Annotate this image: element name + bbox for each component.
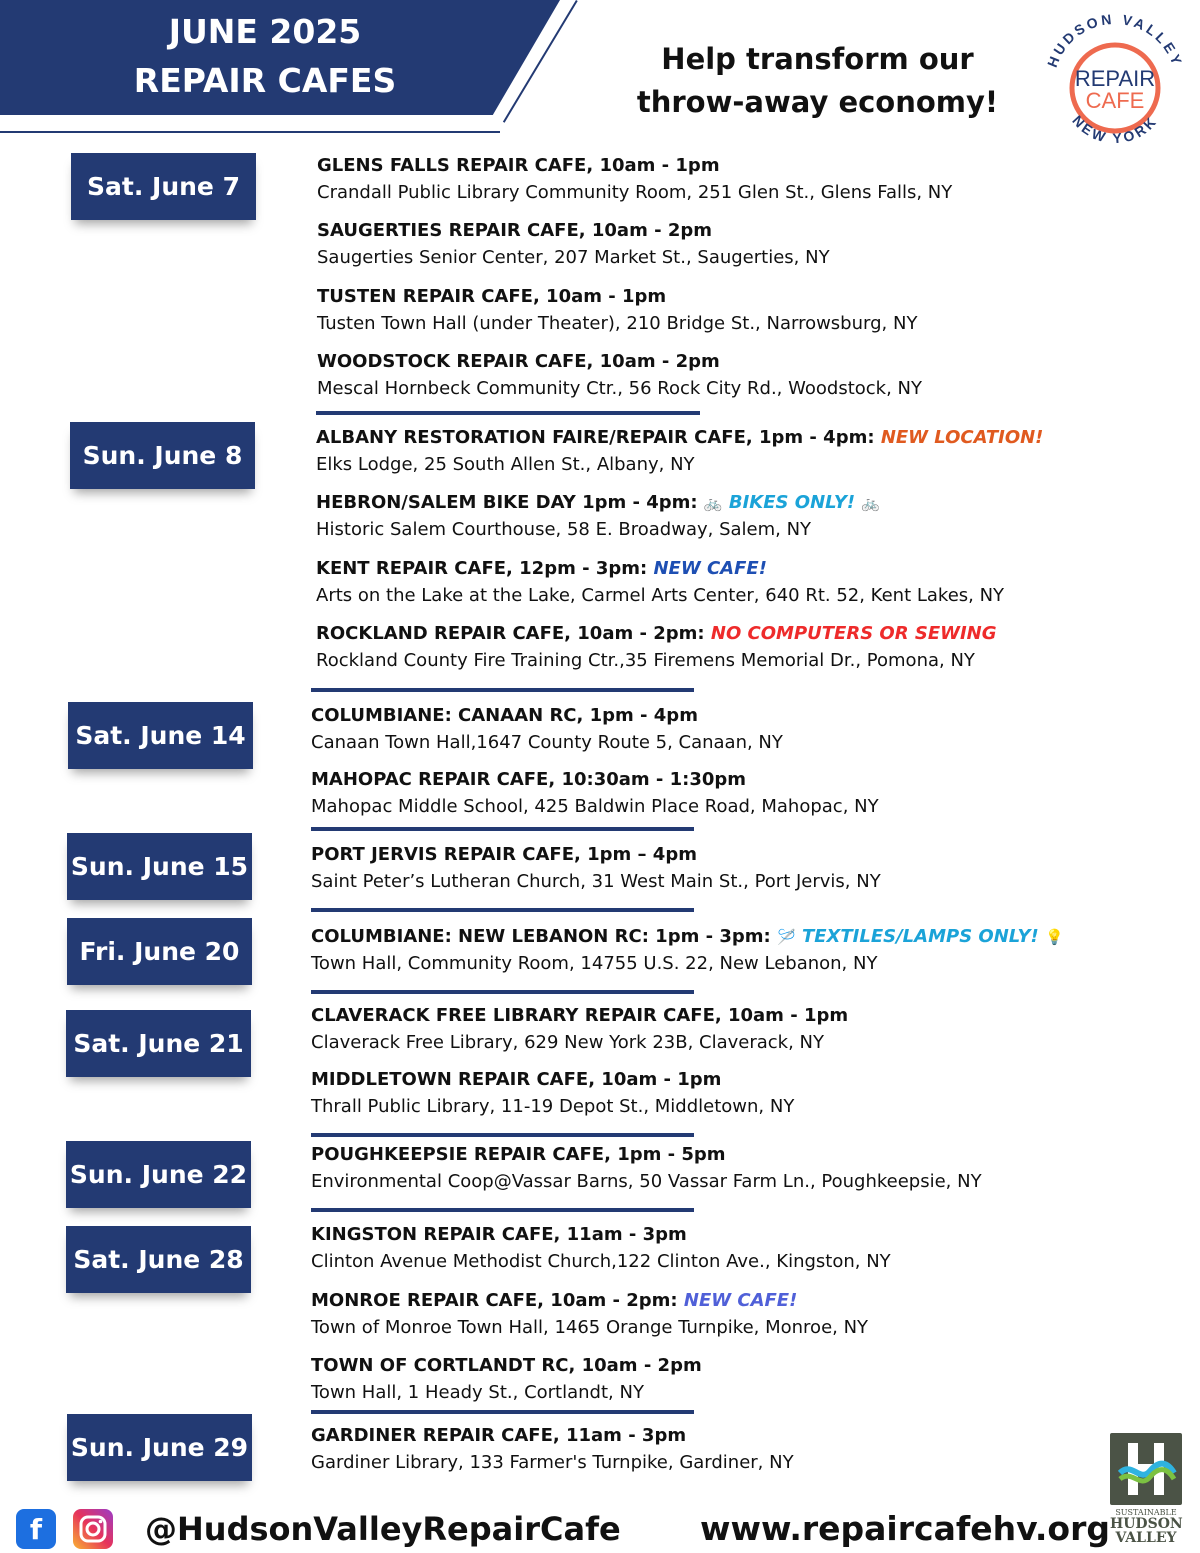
date-badge-sun-june-8: Sun. June 8 — [70, 422, 255, 489]
section-divider — [316, 411, 700, 415]
shv-line1: SUSTAINABLE — [1115, 1508, 1177, 1517]
event-location: Mahopac Middle School, 425 Baldwin Place Road, Mahopac, NY — [311, 796, 879, 817]
section-divider — [311, 688, 694, 692]
event-glens-falls — [317, 153, 1197, 206]
event-title — [311, 924, 1191, 950]
event-title: KINGSTON REPAIR CAFE, 11am - 3pm — [311, 1224, 687, 1245]
facebook-icon[interactable]: f — [16, 1509, 56, 1549]
event-title — [316, 556, 1196, 582]
header-underline — [0, 131, 500, 133]
event-note: TEXTILES/LAMPS ONLY! — [801, 926, 1039, 947]
section-divider — [311, 827, 694, 831]
event-location: Town Hall, 1 Heady St., Cortlandt, NY — [311, 1382, 644, 1403]
event-canaan — [311, 703, 1191, 756]
event-claverack — [311, 1003, 1191, 1056]
event-location: Thrall Public Library, 11-19 Depot St., Middletown, NY — [311, 1096, 795, 1117]
date-badge-sun-june-22: Sun. June 22 — [66, 1141, 251, 1208]
event-monroe — [311, 1288, 1191, 1341]
event-title-text: ALBANY RESTORATION FAIRE/REPAIR CAFE, 1pm - 4pm: — [316, 427, 875, 448]
event-title: CLAVERACK FREE LIBRARY REPAIR CAFE, 10am - 1pm — [311, 1005, 849, 1026]
event-note: BIKES ONLY! — [728, 492, 856, 513]
event-middletown — [311, 1067, 1191, 1120]
event-note: NO COMPUTERS OR SEWING — [710, 623, 997, 644]
section-divider — [311, 908, 694, 912]
event-title — [311, 1288, 1191, 1314]
instagram-glyph — [78, 1514, 108, 1544]
event-kingston — [311, 1222, 1191, 1275]
page-title-line2: REPAIR CAFES — [133, 61, 397, 100]
tagline-line1: Help transform our — [661, 42, 974, 76]
event-title — [316, 425, 1196, 451]
event-poughkeepsie — [311, 1142, 1191, 1195]
event-location: Clinton Avenue Methodist Church,122 Clinton Ave., Kingston, NY — [311, 1251, 891, 1272]
event-location: Saugerties Senior Center, 207 Market St., Saugerties, NY — [317, 247, 830, 268]
section-divider — [311, 990, 694, 994]
event-title: TOWN OF CORTLANDT RC, 10am - 2pm — [311, 1355, 702, 1376]
date-badge-sun-june-15: Sun. June 15 — [67, 833, 252, 900]
date-badge-fri-june-20: Fri. June 20 — [67, 918, 252, 985]
event-note: NEW CAFE! — [653, 558, 767, 579]
event-title: SAUGERTIES REPAIR CAFE, 10am - 2pm — [317, 220, 712, 241]
event-title-text: HEBRON/SALEM BIKE DAY 1pm - 4pm: — [316, 492, 698, 513]
event-cortlandt — [311, 1353, 1191, 1406]
logo-arc-top: HUDSON VALLEY — [1043, 10, 1187, 70]
date-badge-sun-june-29: Sun. June 29 — [67, 1414, 252, 1481]
event-woodstock — [317, 349, 1197, 402]
bicycle-icon: 🚲 — [861, 494, 881, 512]
shv-line3: VALLEY — [1115, 1530, 1177, 1546]
section-divider — [311, 1133, 694, 1137]
event-saugerties — [317, 218, 1197, 271]
event-port-jervis — [311, 842, 1191, 895]
event-title: POUGHKEEPSIE REPAIR CAFE, 1pm - 5pm — [311, 1144, 726, 1165]
event-location: Saint Peter’s Lutheran Church, 31 West Main St., Port Jervis, NY — [311, 871, 881, 892]
event-location: Town Hall, Community Room, 14755 U.S. 22, New Lebanon, NY — [311, 953, 878, 974]
event-title-text: ROCKLAND REPAIR CAFE, 10am - 2pm: — [316, 623, 705, 644]
event-location: Historic Salem Courthouse, 58 E. Broadway, Salem, NY — [316, 519, 812, 540]
event-note: NEW LOCATION! — [880, 427, 1044, 448]
event-title: GLENS FALLS REPAIR CAFE, 10am - 1pm — [317, 155, 720, 176]
repair-cafe-logo — [1040, 10, 1190, 160]
tagline-line2: throw-away economy! — [636, 85, 999, 119]
event-new-lebanon — [311, 924, 1191, 977]
event-location: Town of Monroe Town Hall, 1465 Orange Turnpike, Monroe, NY — [311, 1317, 869, 1338]
date-badge-sat-june-21: Sat. June 21 — [66, 1010, 251, 1077]
bicycle-icon: 🚲 — [703, 494, 723, 512]
logo-text-cafe: CAFE — [1085, 88, 1145, 113]
lightbulb-icon: 💡 — [1044, 928, 1064, 946]
website-link[interactable]: www.repaircafehv.org — [700, 1509, 1111, 1548]
date-badge-sat-june-7: Sat. June 7 — [71, 153, 256, 220]
event-gardiner — [311, 1423, 1191, 1476]
event-location: Arts on the Lake at the Lake, Carmel Arts Center, 640 Rt. 52, Kent Lakes, NY — [316, 585, 1005, 606]
event-title: MIDDLETOWN REPAIR CAFE, 10am - 1pm — [311, 1069, 722, 1090]
event-location: Canaan Town Hall,1647 County Route 5, Canaan, NY — [311, 732, 783, 753]
event-location: Tusten Town Hall (under Theater), 210 Bridge St., Narrowsburg, NY — [317, 313, 918, 334]
event-location: Crandall Public Library Community Room, 251 Glen St., Glens Falls, NY — [317, 182, 953, 203]
event-location: Elks Lodge, 25 South Allen St., Albany, NY — [316, 454, 695, 475]
event-location: Mescal Hornbeck Community Ctr., 56 Rock City Rd., Woodstock, NY — [317, 378, 922, 399]
event-title: PORT JERVIS REPAIR CAFE, 1pm – 4pm — [311, 844, 697, 865]
event-tusten — [317, 284, 1197, 337]
sustainable-hudson-valley-logo — [1110, 1433, 1182, 1545]
shv-logo-mark — [1110, 1433, 1182, 1505]
event-note: NEW CAFE! — [683, 1290, 798, 1311]
event-mahopac — [311, 767, 1191, 820]
date-badge-sat-june-14: Sat. June 14 — [68, 702, 253, 769]
event-albany — [316, 425, 1196, 478]
section-divider — [311, 1208, 694, 1212]
date-badge-sat-june-28: Sat. June 28 — [66, 1226, 251, 1293]
event-location: Claverack Free Library, 629 New York 23B, Claverack, NY — [311, 1032, 824, 1053]
event-location: Rockland County Fire Training Ctr.,35 Firemens Memorial Dr., Pomona, NY — [316, 650, 975, 671]
event-title: COLUMBIANE: CANAAN RC, 1pm - 4pm — [311, 705, 698, 726]
event-title: MAHOPAC REPAIR CAFE, 10:30am - 1:30pm — [311, 769, 747, 790]
event-title-text: COLUMBIANE: NEW LEBANON RC: 1pm - 3pm: — [311, 926, 771, 947]
event-title: GARDINER REPAIR CAFE, 11am - 3pm — [311, 1425, 687, 1446]
social-handle[interactable]: @HudsonValleyRepairCafe — [145, 1510, 621, 1548]
instagram-icon[interactable] — [73, 1509, 113, 1549]
event-location: Gardiner Library, 133 Farmer's Turnpike, Gardiner, NY — [311, 1452, 794, 1473]
shv-h-glyph — [1110, 1433, 1182, 1505]
logo-text-repair: REPAIR — [1074, 66, 1156, 91]
event-location: Environmental Coop@Vassar Barns, 50 Vassar Farm Ln., Poughkeepsie, NY — [311, 1171, 982, 1192]
section-divider — [311, 1410, 694, 1414]
event-hebron-salem — [316, 490, 1196, 543]
event-title: WOODSTOCK REPAIR CAFE, 10am - 2pm — [317, 351, 720, 372]
event-rockland — [316, 621, 1196, 674]
event-title — [316, 490, 1196, 516]
event-title-text: MONROE REPAIR CAFE, 10am - 2pm: — [311, 1290, 678, 1311]
event-kent — [316, 556, 1196, 609]
event-title — [316, 621, 1196, 647]
shv-line2: HUDSON — [1110, 1516, 1183, 1532]
event-title-text: KENT REPAIR CAFE, 12pm - 3pm: — [316, 558, 648, 579]
logo-arc-bottom: NEW YORK — [1069, 112, 1161, 147]
needle-icon: 🪡 — [776, 928, 796, 946]
event-title: TUSTEN REPAIR CAFE, 10am - 1pm — [317, 286, 667, 307]
page-title-line1: JUNE 2025 — [168, 12, 362, 51]
